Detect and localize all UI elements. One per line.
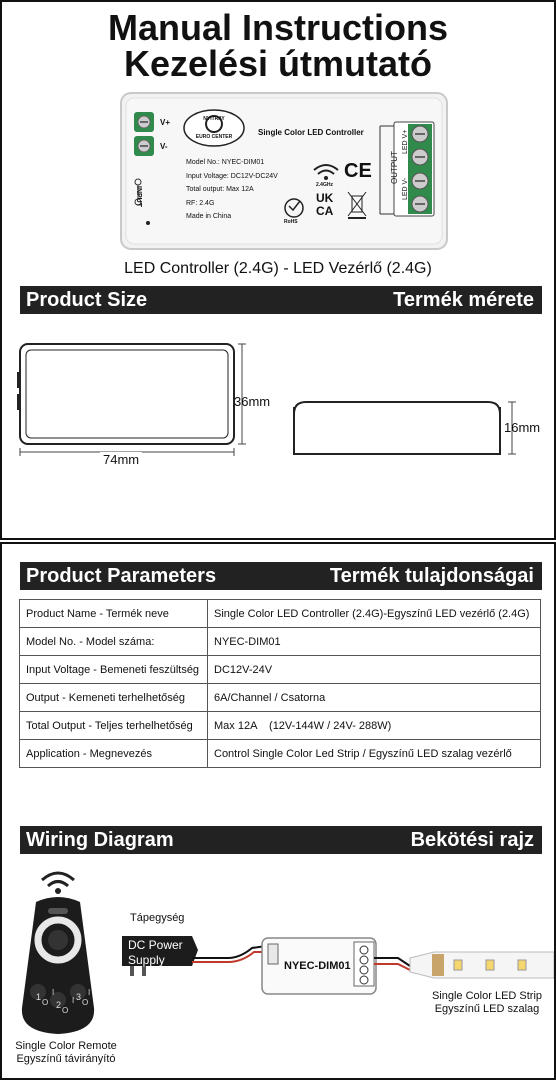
remote-button-2-top: I — [72, 996, 75, 1005]
remote-button-2-label: 2 — [56, 1000, 62, 1010]
remote-label — [4, 1040, 128, 1066]
param-value: Max 12A (12V-144W / 24V- 288W) — [208, 712, 541, 740]
strip-label-hu: Egyszínű LED szalag — [434, 1003, 540, 1015]
remote-button-2-bottom: O — [62, 1006, 69, 1015]
remote-button-1-bottom: O — [42, 998, 49, 1007]
title-en: Manual Instructions — [107, 7, 449, 48]
depth-dimension: 16mm — [504, 420, 541, 435]
section-band-wiring — [20, 826, 542, 854]
ukca-mark-top: UK — [316, 191, 334, 205]
terminal-minus-label: V- — [160, 142, 168, 151]
height-dimension: 36mm — [234, 394, 271, 409]
spec-line: Total output: Max 12A — [186, 186, 254, 193]
remote-button-3-bottom: O — [82, 998, 89, 1007]
psu-label — [128, 938, 183, 968]
table-row — [20, 656, 541, 684]
parameters-table — [19, 599, 541, 768]
spec-line: Input Voltage: DC12V-DC24V — [186, 172, 278, 180]
param-key: Total Output - Teljes terhelhetőség — [20, 712, 208, 740]
table-row — [20, 740, 541, 768]
remote-button-1-label: 1 — [36, 992, 42, 1002]
table-row — [20, 712, 541, 740]
input-label: INPUT — [135, 186, 142, 207]
size-title-hu: Termék mérete — [393, 289, 534, 311]
logo-top-text: NYITRAY — [203, 116, 225, 122]
wiring-diagram — [2, 858, 554, 1080]
controller-body — [118, 90, 450, 252]
table-row — [20, 628, 541, 656]
terminal-plus-label: V+ — [160, 118, 171, 127]
led-plus-label: LED V+ — [402, 129, 409, 154]
wiring-title-hu: Bekötési rajz — [410, 829, 534, 851]
size-title-en: Product Size — [26, 289, 148, 311]
led-minus-label: LED V- — [402, 177, 409, 200]
remote-label-en: Single Color Remote — [15, 1040, 117, 1052]
param-value: DC12V-24V — [208, 656, 541, 684]
params-title-en: Product Parameters — [26, 565, 217, 587]
rohs-mark: RoHS — [284, 219, 298, 225]
wiring-title-en: Wiring Diagram — [26, 829, 174, 851]
remote-button-1-top: I — [52, 988, 55, 997]
psu-label-hu: Tápegység — [130, 912, 185, 924]
psu-label-line-2: Supply — [128, 953, 165, 967]
logo-bottom-text: EURO CENTER — [195, 134, 233, 140]
param-value: Single Color LED Controller (2.4G)-Egyszínű LED vezérlő (2.4G) — [208, 600, 541, 628]
ukca-mark-bottom: CA — [316, 204, 334, 218]
param-key: Product Name - Termék neve — [20, 600, 208, 628]
remote-button-3-label: 3 — [76, 992, 82, 1002]
wiring-controller-model: NYEC-DIM01 — [284, 960, 351, 972]
strip-label-en: Single Color LED Strip — [431, 990, 543, 1002]
remote-label-hu: Egyszínű távirányító — [16, 1053, 116, 1065]
section-band-size — [20, 286, 542, 314]
remote-button-3-top: I — [88, 988, 91, 997]
size-drawing — [12, 332, 552, 472]
spec-line: RF: 2.4G — [186, 199, 215, 207]
psu-label-line-1: DC Power — [128, 938, 183, 952]
spec-line: Made in China — [186, 213, 232, 220]
wifi-label: 2.4GHz — [316, 182, 333, 188]
size-drawing-svg — [12, 332, 552, 472]
device-specs — [186, 156, 278, 224]
device-name: Single Color LED Controller — [258, 128, 364, 137]
table-row — [20, 600, 541, 628]
param-key: Output - Kemeneti terhelhetőség — [20, 684, 208, 712]
controller-caption: LED Controller (2.4G) - LED Vezérlő (2.4G) — [124, 260, 432, 277]
param-value: Control Single Color Led Strip / Egyszínű LED szalag vezérlő — [208, 740, 541, 768]
param-value: NYEC-DIM01 — [208, 628, 541, 656]
param-key: Application - Megnevezés — [20, 740, 208, 768]
output-label: OUTPUT — [390, 151, 399, 184]
table-row — [20, 684, 541, 712]
title-hu: Kezelési útmutató — [123, 43, 433, 84]
param-value: 6A/Channel / Csatorna — [208, 684, 541, 712]
strip-label — [420, 990, 554, 1016]
width-dimension: 74mm — [100, 452, 142, 467]
page-parameters — [0, 542, 556, 1080]
param-key: Model No. - Model száma: — [20, 628, 208, 656]
params-title-hu: Termék tulajdonságai — [329, 565, 534, 587]
ce-mark: CE — [344, 160, 372, 182]
spec-line: Model No.: NYEC-DIM01 — [186, 159, 265, 166]
section-band-params — [20, 562, 542, 590]
param-key: Input Voltage - Bemeneti feszültség — [20, 656, 208, 684]
controller-illustration — [118, 90, 450, 252]
